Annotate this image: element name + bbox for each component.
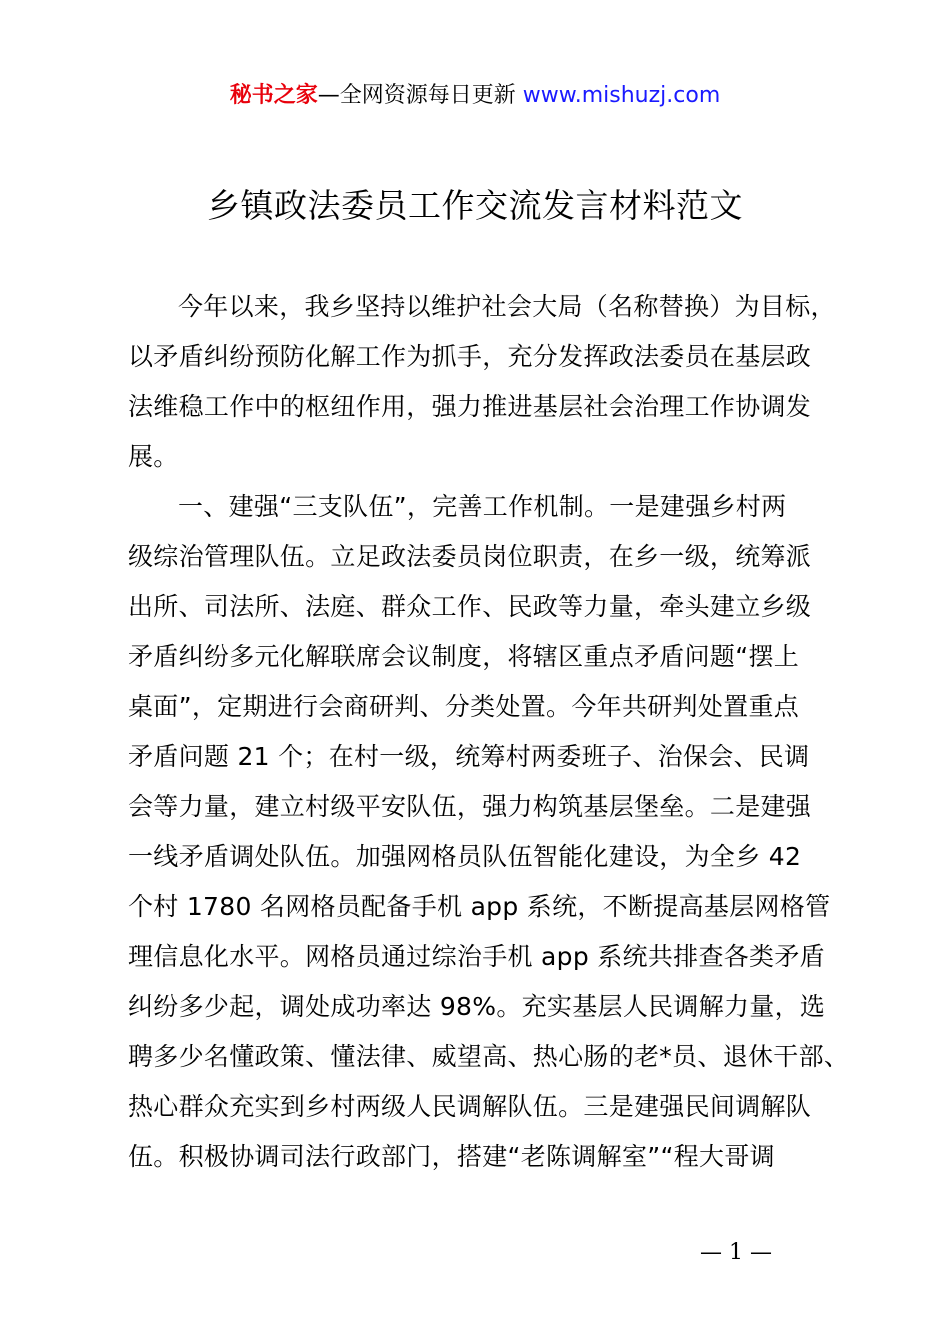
paragraph-line: 法维稳工作中的枢纽作用，强力推进基层社会治理工作协调发 — [128, 392, 812, 421]
paragraph-line: 会等力量，建立村级平安队伍，强力构筑基层堡垒。二是建强 — [128, 792, 812, 821]
paragraph-line: 聘多少名懂政策、懂法律、威望高、热心肠的老*员、退休干部、 — [128, 1042, 850, 1071]
paragraph-line: 个村 1780 名网格员配备手机 app 系统，不断提高基层网格管 — [128, 892, 831, 921]
paragraph-line: 今年以来，我乡坚持以维护社会大局（名称替换）为目标， — [178, 292, 836, 321]
paragraph-line: 纠纷多少起，调处成功率达 98%。充实基层人民调解力量，选 — [128, 992, 826, 1021]
paragraph-line: 矛盾问题 21 个；在村一级，统筹村两委班子、治保会、民调 — [128, 742, 810, 771]
paragraph-line: 以矛盾纠纷预防化解工作为抓手，充分发挥政法委员在基层政 — [128, 342, 812, 371]
site-brand: 秘书之家 — [229, 83, 318, 108]
paragraph-line: 一线矛盾调处队伍。加强网格员队伍智能化建设，为全乡 42 — [128, 842, 802, 871]
paragraph-line: 伍。积极协调司法行政部门，搭建“老陈调解室”“程大哥调 — [128, 1142, 775, 1171]
paragraph-line: 展。 — [128, 442, 179, 471]
page-number: — 1 — — [700, 1240, 772, 1265]
paragraph-line: 一、建强“三支队伍”，完善工作机制。一是建强乡村两 — [178, 492, 787, 521]
paragraph-line: 矛盾纠纷多元化解联席会议制度，将辖区重点矛盾问题“摆上 — [128, 642, 800, 671]
site-url-link[interactable]: www.mishuzj.com — [522, 83, 721, 108]
paragraph-line: 桌面”，定期进行会商研判、分类处置。今年共研判处置重点 — [128, 692, 800, 721]
paragraph-line: 理信息化水平。网格员通过综治手机 app 系统共排查各类矛盾 — [128, 942, 825, 971]
site-tagline: —全网资源每日更新 — [317, 83, 523, 108]
paragraph-line: 热心群众充实到乡村两级人民调解队伍。三是建强民间调解队 — [128, 1092, 812, 1121]
document-title: 乡镇政法委员工作交流发言材料范文 — [207, 186, 743, 225]
document-body — [128, 282, 850, 1182]
site-header — [0, 80, 950, 112]
paragraph-line: 出所、司法所、法庭、群众工作、民政等力量，牵头建立乡级 — [128, 592, 812, 621]
paragraph-line: 级综治管理队伍。立足政法委员岗位职责，在乡一级，统筹派 — [128, 542, 812, 571]
